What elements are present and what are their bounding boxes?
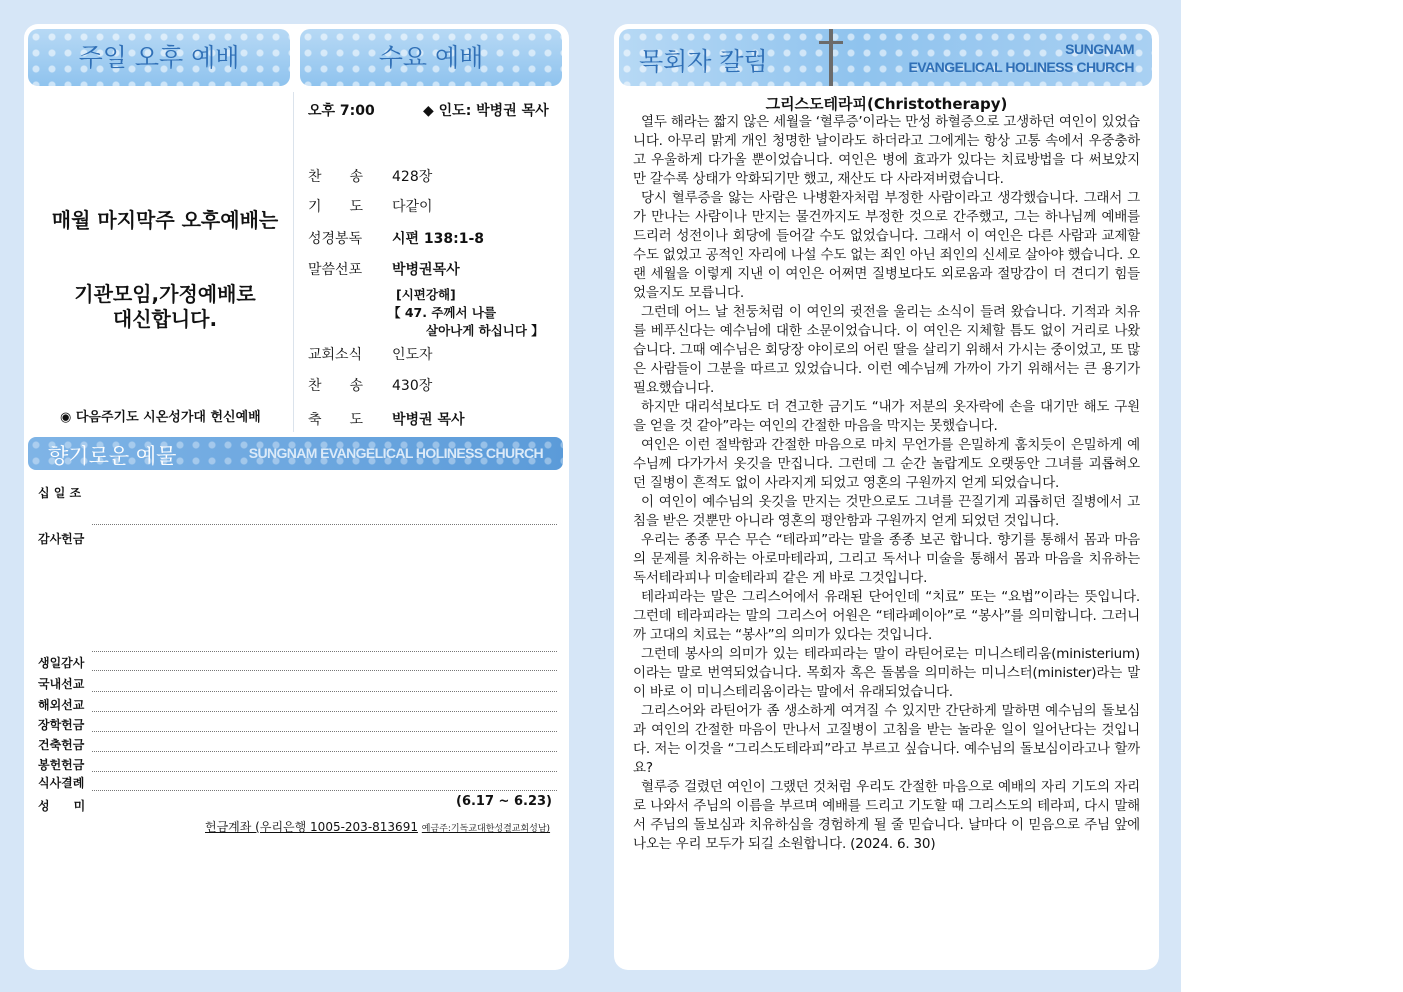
column-paragraph: 여인은 이런 절박함과 간절한 마음으로 마치 무언가를 은밀하게 훔치듯이 은밀하게 예수님께 다가가서 옷깃을 만집니다. 그런데 그 순간 놀랍게도 오랫동안 그녀를 괴롭혀오던 질병이 흔적도 없이 사라지게 되었고 영혼의 구원까지 얻게 되었습니다.: [633, 437, 1140, 491]
offering-banner-title: 향기로운 예물: [48, 444, 177, 468]
column-paragraph: 우리는 종종 무슨 무슨 “테라피”라는 말을 종종 보곤 합니다. 향기를 통해서 몸과 마음의 문제를 치유하는 아로마테라피, 그리고 독서나 미술을 통해서 몸과 마음을 치유하는 독서테라피나 미술테라피 같은 게 바로 그것입니다.: [633, 532, 1140, 586]
order-value: 시편 138:1-8: [392, 231, 485, 247]
account-number: 헌금계좌 (우리은행 1005-203-813691: [205, 820, 418, 834]
sermon-series: [시편강해]: [396, 287, 456, 302]
offering-label-thanks: 감사헌금: [38, 532, 85, 546]
offering-line: [92, 691, 557, 692]
column-paragraph: 혈루증 걸렸던 여인이 그랬던 것처럼 우리도 간절한 마음으로 예배의 자리 기도의 자리로 나와서 주님의 이름을 부르며 예배를 드리고 기도할 때 그리스도의 테라피, 다시 말해서 주님의 돌보심과 치유하심을 경험하게 될 줄 믿습니다. 날마다 이 믿음으로 주님 앞에 나오는 우리 모두가 되길 소원합니다. (2024. 6. 30): [633, 779, 1140, 852]
sunday-afternoon-banner: 주일 오후 예배: [28, 29, 290, 86]
account-holder: 예금주:기독교대한성결교회성남): [421, 824, 551, 834]
offering-label-domestic-mission: 국내선교: [38, 677, 85, 691]
offering-line: [92, 771, 557, 772]
wednesday-service-banner: 수요 예배: [300, 29, 562, 86]
column-paragraph: 당시 혈루증을 앓는 사람은 나병환자처럼 부정한 사람이라고 생각했습니다. 그래서 그가 만나는 사람이나 만지는 물건까지도 부정한 것으로 간주했고, 그는 하나님께 예배를 드리러 성전이나 회당에 들어갈 수도 없었습니다. 그래서 이 여인은 다른 사람과 교제할 수도 없었고 공적인 자리에 나설 수도 없는 죄인 아닌 죄인의 신세로 살아야 했습니다. 오랜 세월을 이렇게 지낸 이 여인은 어쩌면 질병보다도 외로움과 절망감이 더 견디기 힘들었을지도 모릅니다.: [633, 190, 1140, 301]
sermon-title-line2: 살아나게 하십니다 】: [426, 323, 544, 338]
offering-label-scholarship: 장학헌금: [38, 718, 85, 732]
offering-label-birthday: 생일감사: [38, 656, 85, 670]
order-value: 428장: [392, 169, 433, 185]
order-label: 찬 송: [308, 378, 364, 394]
offering-banner-church: SUNGNAM EVANGELICAL HOLINESS CHURCH: [248, 445, 543, 461]
order-label: 성경봉독: [308, 231, 363, 247]
offering-label-dedication: 봉헌헌금: [38, 758, 85, 772]
offering-line: [92, 751, 557, 752]
sermon-title-line1: 【 47. 주께서 나를: [388, 305, 497, 320]
order-value: 다같이: [392, 199, 433, 215]
cross-icon: [819, 29, 843, 86]
offering-label-overseas-mission: 해외선교: [38, 698, 85, 712]
order-value: 인도자: [392, 347, 433, 363]
offering-label-meal: 식사결례: [38, 776, 85, 790]
order-label: 축 도: [308, 412, 364, 428]
sunday-notice-line1: 매월 마지막주 오후예배는: [51, 208, 279, 232]
offering-label-tithe: 십 일 조: [38, 486, 82, 500]
offering-period: (6.17 ~ 6.23): [456, 794, 552, 809]
sunday-notice-line2a: 기관모임,가정예배로: [74, 282, 256, 306]
offering-line: [92, 651, 557, 652]
next-week-prayer-notice: ◉ 다음주기도 시온성가대 헌신예배: [60, 410, 261, 425]
offering-line: [92, 670, 557, 671]
order-label: 말씀선포: [308, 262, 363, 278]
column-paragraph: 그런데 어느 날 천둥처럼 이 여인의 귓전을 울리는 소식이 들려 왔습니다. 기적과 치유를 베푸신다는 예수님에 대한 소문이었습니다. 이 여인은 지체할 틈도 없이 거리로 나왔습니다. 그때 예수님은 회당장 야이로의 어린 딸을 살리기 위해서 가시는 중이었고, 또 많은 사람들이 그분을 따르고 있었습니다. 이런 예수님께 가까이 가기 위해서는 큰 용기가 필요했습니다.: [633, 304, 1140, 396]
offering-line: [92, 711, 557, 712]
column-paragraph: 그런데 봉사의 의미가 있는 테라피라는 말이 라틴어로는 미니스테리움(ministerium)이라는 말로 번역되었습니다. 목회자 혹은 돌봄을 의미하는 미니스터(minister)라는 말이 바로 이 미니스테리움이라는 말에서 유래되었습니다.: [633, 646, 1140, 700]
column-paragraph: 하지만 대리석보다도 더 견고한 금기도 “내가 저분의 옷자락에 손을 대기만 해도 구원을 얻을 것 같아”라는 여인의 간절한 마음을 막지는 못했습니다.: [633, 399, 1140, 434]
offering-line: [92, 731, 557, 732]
order-label: 찬 송: [308, 169, 364, 185]
wednesday-leader: ◆ 인도: 박병권 목사: [423, 103, 549, 119]
pastor-column-banner-title: 목회자 칼럼: [639, 47, 768, 76]
order-label: 기 도: [308, 199, 364, 215]
column-paragraph: 테라피라는 말은 그리스어에서 유래된 단어인데 “치료” 또는 “요법”이라는 뜻입니다. 그런데 테라피라는 말의 그리스어 어원은 “테라페이아”로 “봉사”를 의미합니다. 그러니까 고대의 치료는 “봉사”의 의미가 있다는 것입니다.: [633, 589, 1140, 643]
offering-label-building: 건축헌금: [38, 738, 85, 752]
column-paragraph: 열두 해라는 짧지 않은 세월을 ‘혈루증’이라는 만성 하혈증으로 고생하던 여인이 있었습니다. 아무리 맑게 개인 청명한 날이라도 하더라고 그에게는 항상 고통 속에서 우중충하고 우울하게 다가올 뿐이었습니다. 여인은 병에 효과가 있다는 치료방법을 다 써보았지만 갈수록 상태가 악화되기만 했고, 재산도 다 사라져버렸습니다.: [633, 114, 1140, 187]
pastor-column-banner: [619, 29, 1152, 86]
column-paragraph: 그리스어와 라틴어가 좀 생소하게 여겨질 수 있지만 간단하게 말하면 예수님의 돌보심과 여인의 간절한 마음이 만나서 고질병이 고침을 받는 놀라운 일이 일어난다는 것입니다. 저는 이것을 “그리스도테라피”라고 부르고 싶습니다. 예수님의 돌보심이라고나 할까요?: [633, 703, 1140, 776]
sermon-title-block: [388, 286, 544, 340]
sunday-notice-line2b: 대신합니다.: [112, 307, 218, 331]
church-name-line2: EVANGELICAL HOLINESS CHURCH: [908, 59, 1134, 75]
column-body: [633, 113, 1140, 854]
church-name-line1: SUNGNAM: [1065, 41, 1134, 57]
offering-line: [92, 524, 557, 525]
offering-account: [205, 818, 550, 835]
column-paragraph: 이 여인이 예수님의 옷깃을 만지는 것만으로도 그녀를 끈질기게 괴롭히던 질병에서 고침을 받은 것뿐만 아니라 영혼의 평안함과 구원까지 얻게 되었던 것입니다.: [633, 494, 1140, 529]
sunday-notice-line2: [40, 282, 290, 332]
order-value: 박병권 목사: [392, 412, 465, 428]
offering-label-rice: 성 미: [38, 799, 86, 813]
offering-banner: [28, 437, 563, 470]
order-value: 박병권목사: [392, 262, 460, 278]
order-label: 교회소식: [308, 347, 363, 363]
offering-line: [92, 790, 557, 791]
order-value: 430장: [392, 378, 433, 394]
wednesday-time: 오후 7:00: [308, 103, 375, 119]
column-title: 그리스도테라피(Christotherapy): [765, 95, 1008, 113]
column-divider: [293, 92, 294, 432]
